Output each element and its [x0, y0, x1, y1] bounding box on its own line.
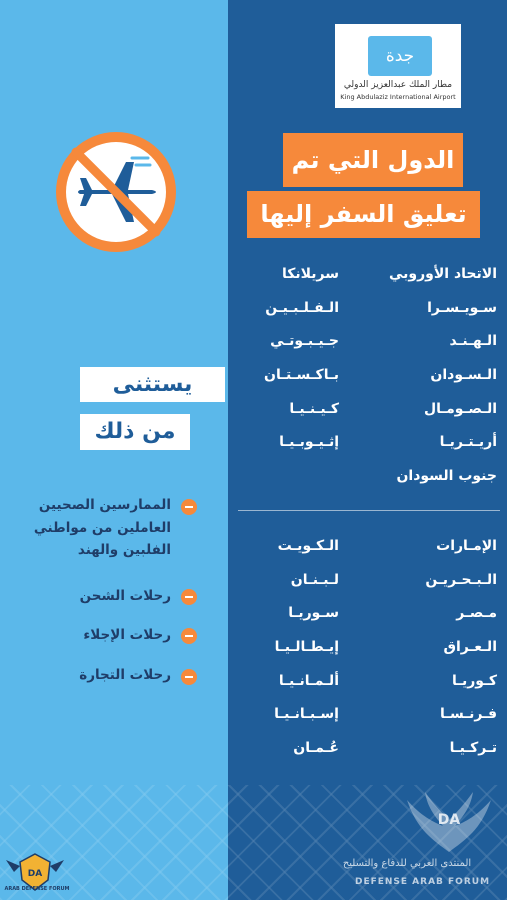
country-item: جـيـبـوتـي: [270, 333, 339, 350]
badge-label: ARAB DEFENSE FORUM: [4, 886, 70, 892]
country-item: إسـبـانـيـا: [274, 706, 339, 723]
country-item: بـاكـسـتـان: [264, 367, 339, 384]
country-item: الـكـويـت: [277, 538, 339, 554]
country-item: ألـمـانـيـا: [278, 672, 339, 689]
countries-list-2-col-1: [357, 530, 497, 766]
dash-bullet-icon: [181, 669, 197, 685]
exception-heading-line-2: من ذلك: [80, 414, 190, 450]
no-airplane-icon: [52, 128, 180, 256]
country-item: سـويـسـرا: [427, 299, 497, 316]
title-line-2: تعليق السفر إليها: [247, 191, 480, 238]
country-item: الاتحاد الأوروبي: [389, 266, 497, 282]
country-item: سريلانكا: [281, 266, 339, 282]
country-item: عُـمـان: [293, 740, 339, 757]
forum-name-arabic: المنتدى العربي للدفاع والتسليح: [342, 858, 472, 869]
country-item: الـصـومـال: [423, 400, 497, 417]
badge-initials: DA: [27, 869, 43, 879]
country-item: أريـتـريـا: [439, 434, 497, 451]
forum-wings-logo: [403, 790, 495, 860]
country-item: الـسـودان: [430, 367, 497, 384]
country-item: مـصـر: [456, 605, 497, 622]
forum-name-english: DEFENSE ARAB FORUM: [354, 877, 491, 887]
exception-item-line: الممارسين الصحيين: [38, 497, 171, 513]
country-item: لـبـنـان: [290, 571, 339, 588]
country-item: تـركـيـا: [449, 740, 497, 757]
country-item: جنوب السودان: [396, 468, 497, 485]
country-item: كـوريـا: [451, 672, 497, 689]
dash-bullet-icon: [181, 628, 197, 644]
airport-name-arabic: مطار الملك عبدالعزيز الدولي: [343, 80, 453, 90]
country-item: الـفـلـبـيـن: [265, 299, 339, 316]
country-item: فـرنـسـا: [440, 706, 497, 723]
jeddah-logo-mark: جدة: [368, 36, 432, 76]
exception-item-line: الفلبين والهند: [77, 542, 171, 558]
countries-list-1-col-2: [229, 258, 339, 460]
airport-name-english: King Abdulaziz International Airport: [340, 93, 456, 101]
country-item: الإمـارات: [436, 538, 497, 554]
dash-bullet-icon: [181, 499, 197, 515]
airport-logo: [335, 24, 461, 108]
exception-item-line: رحلات الشحن: [79, 588, 171, 604]
country-item: كـيـنـيـا: [289, 400, 339, 417]
country-item: سـوريـا: [288, 605, 339, 622]
country-item: إثـيـوبـيـا: [279, 434, 339, 451]
exception-item-line: رحلات التجارة: [79, 667, 171, 683]
countries-list-2-col-2: [229, 530, 339, 766]
country-item: الـبـحـريـن: [425, 571, 497, 588]
country-item: الـهـنـد: [449, 333, 497, 350]
exception-item-line: رحلات الإجلاء: [83, 627, 171, 643]
countries-list-1-col-1: [357, 258, 497, 494]
section-divider: [238, 510, 500, 511]
dash-bullet-icon: [181, 589, 197, 605]
country-item: إيـطـالـيـا: [274, 639, 339, 656]
forum-initials: DA: [437, 812, 461, 828]
exception-item-line: العاملين من مواطني: [33, 520, 171, 536]
exception-heading-line-1: يستثنى: [80, 367, 225, 402]
country-item: الـعـراق: [443, 639, 497, 656]
title-line-1: الدول التي تم: [283, 133, 463, 187]
